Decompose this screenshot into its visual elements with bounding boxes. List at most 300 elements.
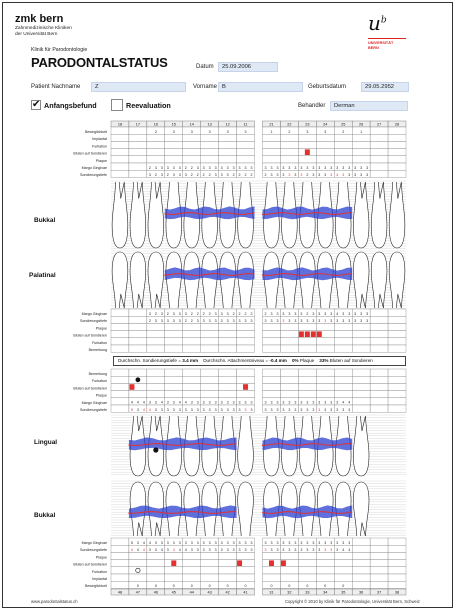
- footer-right: Copyright © 2010 by Klinik für Parodontologie, Universität Bern, Schweiz: [285, 599, 420, 604]
- grid-cell: [352, 323, 370, 330]
- grid-cell: [388, 376, 406, 383]
- mobility-value: 3: [208, 129, 211, 134]
- grid-cell: [316, 369, 334, 376]
- tooth-outline: [112, 252, 128, 308]
- grid-cell: [219, 345, 237, 352]
- grid-cell: [183, 383, 201, 390]
- upper.rows_top-row-label: Bluten auf Sondieren: [73, 151, 107, 156]
- grid-cell: [219, 383, 237, 390]
- grid-cell: [219, 369, 237, 376]
- tooth-number: 41: [243, 590, 248, 595]
- tooth-outline: [220, 252, 236, 308]
- tooth-number: 32: [287, 590, 292, 595]
- probing-value: 3: [250, 165, 253, 170]
- grid-cell: [237, 323, 255, 330]
- grid-cell: [111, 581, 129, 588]
- probing-value: 4: [178, 400, 181, 405]
- probing-value: 3: [354, 311, 357, 316]
- probing-value: 3: [300, 548, 303, 552]
- probing-value: 3: [190, 407, 193, 412]
- grid-cell: [111, 338, 129, 345]
- probing-value: 3: [270, 311, 273, 316]
- probing-value: 3: [324, 173, 327, 177]
- grid-cell: [370, 323, 388, 330]
- probing-value: 3: [136, 540, 139, 545]
- grid-cell: [111, 574, 129, 581]
- probing-value: 2: [202, 311, 205, 316]
- grid-cell: [370, 376, 388, 383]
- probing-value: 3: [160, 540, 163, 545]
- datum-field[interactable]: 25.09.2006: [218, 62, 278, 72]
- grid-cell: [298, 369, 316, 376]
- grid-cell: [219, 574, 237, 581]
- probing-value: 3: [178, 165, 181, 170]
- grid-cell: [201, 567, 219, 574]
- probing-value: 3: [300, 540, 303, 545]
- vorname-field[interactable]: B: [218, 82, 303, 92]
- mobility-value: 0: [208, 584, 211, 588]
- probing-value: 2: [232, 173, 235, 177]
- probing-value: 4: [342, 548, 345, 552]
- probing-value: 3: [294, 165, 297, 170]
- grid-cell: [237, 567, 255, 574]
- probing-value: 3: [148, 311, 151, 316]
- probing-value: 3: [312, 407, 315, 412]
- probing-value: 3: [294, 173, 297, 177]
- furcation-mark: [136, 377, 141, 382]
- grid-cell: [111, 316, 129, 323]
- probing-value: 3: [184, 407, 187, 412]
- grid-cell: [316, 567, 334, 574]
- probing-value: 3: [282, 407, 285, 412]
- grid-cell: [388, 149, 406, 156]
- probing-value: 3: [238, 319, 241, 323]
- grid-cell: [237, 345, 255, 352]
- probing-value: 3: [294, 540, 297, 545]
- probing-value: 3: [312, 540, 315, 545]
- grid-cell: [370, 309, 388, 316]
- probing-value: 3: [270, 407, 273, 412]
- probing-value: 3: [288, 548, 291, 552]
- probing-value: 3: [232, 400, 235, 405]
- behandler-field[interactable]: Derman: [330, 101, 408, 111]
- grid-cell: [237, 391, 255, 398]
- upper.rows_bottom-row-label: Sondierungstiefe: [80, 319, 107, 324]
- tooth-number: 27: [376, 122, 382, 127]
- probing-value: 3: [160, 407, 163, 412]
- probing-value: 3: [214, 407, 217, 412]
- probing-value: 2: [202, 173, 205, 177]
- grid-cell: [111, 552, 129, 559]
- probing-value: 3: [300, 400, 303, 405]
- mobility-value: 3: [172, 129, 175, 134]
- grid-cell: [334, 552, 352, 559]
- grid-cell: [219, 331, 237, 338]
- probing-value: 4: [348, 400, 351, 405]
- mobility-value: 0: [190, 584, 193, 588]
- tooth-outline: [317, 252, 333, 308]
- probing-value: 2: [196, 311, 199, 316]
- probing-value: 3: [360, 165, 363, 170]
- grid-cell: [129, 141, 147, 148]
- probing-value: 3: [202, 319, 205, 323]
- probing-value: 3: [264, 407, 267, 412]
- probing-value: 3: [282, 548, 285, 552]
- logo-title: zmk bern: [15, 13, 64, 25]
- grid-cell: [352, 567, 370, 574]
- probing-value: 3: [160, 165, 163, 170]
- lower-table: [73, 369, 406, 595]
- grid-cell: [111, 170, 129, 177]
- probing-value: 3: [166, 540, 169, 545]
- probing-value: 4: [148, 407, 151, 412]
- grid-cell: [334, 383, 352, 390]
- probing-value: 2: [166, 173, 169, 177]
- probing-value: 3: [220, 548, 223, 552]
- probing-value: 4: [130, 400, 133, 405]
- probing-value: 4: [142, 407, 145, 412]
- probing-value: 3: [250, 407, 253, 412]
- probing-value: 3: [306, 548, 309, 552]
- grid-cell: [263, 383, 281, 390]
- bleeding-mark: [305, 149, 310, 155]
- probing-value: 3: [208, 400, 211, 405]
- probing-value: 3: [330, 165, 333, 170]
- probing-value: 3: [136, 407, 139, 412]
- grid-cell: [316, 323, 334, 330]
- grid-cell: [147, 560, 165, 567]
- grid-cell: [316, 574, 334, 581]
- grid-cell: [298, 567, 316, 574]
- grid-cell: [201, 331, 219, 338]
- probing-value: 3: [190, 540, 193, 545]
- grid-cell: [183, 560, 201, 567]
- tooth-number: 37: [376, 590, 382, 595]
- probing-value: 3: [160, 173, 163, 177]
- grid-cell: [111, 156, 129, 163]
- probing-value: 3: [208, 407, 211, 412]
- grid-cell: [370, 552, 388, 559]
- probing-value: 3: [196, 319, 199, 323]
- grid-cell: [219, 149, 237, 156]
- probing-value: 2: [238, 311, 241, 316]
- lower.rows_bottom-row-label: Implantat: [92, 577, 107, 581]
- grid-cell: [165, 331, 183, 338]
- grid-cell: [298, 134, 316, 141]
- grid-cell: [334, 560, 352, 567]
- grid-cell: [316, 391, 334, 398]
- grid-cell: [219, 560, 237, 567]
- probing-value: 3: [360, 319, 363, 323]
- tooth-outline: [166, 252, 182, 308]
- tooth-number: 11: [243, 122, 248, 127]
- probing-value: 3: [270, 173, 273, 177]
- probing-value: 2: [190, 319, 193, 323]
- probing-value: 3: [202, 165, 205, 170]
- probing-value: 2: [148, 165, 151, 170]
- probing-value: 3: [276, 173, 279, 177]
- probing-value: 2: [190, 173, 193, 177]
- grid-cell: [298, 338, 316, 345]
- grid-cell: [334, 369, 352, 376]
- probing-value: 3: [276, 165, 279, 170]
- probing-value: 2: [184, 319, 187, 323]
- grid-cell: [201, 376, 219, 383]
- grid-cell: [388, 383, 406, 390]
- bleeding-mark: [129, 384, 134, 390]
- probing-value: 3: [208, 548, 211, 552]
- page-title: PARODONTALSTATUS: [31, 55, 168, 70]
- grid-cell: [388, 338, 406, 345]
- grid-cell: [352, 156, 370, 163]
- grid-cell: [165, 552, 183, 559]
- grid-cell: [111, 545, 129, 552]
- grid-cell: [201, 560, 219, 567]
- probing-value: 3: [250, 400, 253, 405]
- grid-cell: [334, 149, 352, 156]
- grid-cell: [111, 383, 129, 390]
- grid-cell: [183, 391, 201, 398]
- grid-cell: [219, 376, 237, 383]
- probing-value: 3: [330, 540, 333, 545]
- probing-value: 3: [312, 548, 315, 552]
- grid-cell: [219, 391, 237, 398]
- grid-cell: [280, 149, 298, 156]
- upper.rows_top-row-label: Implantat: [92, 137, 107, 142]
- probing-value: 3: [250, 548, 253, 552]
- mobility-value: 0: [136, 584, 139, 588]
- grid-cell: [111, 309, 129, 316]
- probing-value: 3: [306, 407, 309, 412]
- grid-cell: [129, 574, 147, 581]
- grid-cell: [165, 141, 183, 148]
- probing-value: 3: [318, 407, 321, 412]
- grid-cell: [129, 127, 147, 134]
- grid-cell: [370, 156, 388, 163]
- probing-value: 3: [288, 311, 291, 316]
- probing-value: 3: [330, 311, 333, 316]
- probing-value: 3: [232, 407, 235, 412]
- summary-bar: Durchschn. Sondierungstiefe = 3.4 mm Durchschn. Attachmentniveau = -0.4 mm 0% Plaque 33% Bluten auf Sondieren: [113, 356, 406, 366]
- upper.rows_top-row-label: Beweglichkeit: [85, 130, 107, 134]
- probing-value: 3: [318, 540, 321, 545]
- probing-value: 3: [238, 165, 241, 170]
- lower.rows_top-row-label: Furkation: [92, 379, 107, 384]
- grid-cell: [298, 345, 316, 352]
- probing-value: 3: [312, 311, 315, 316]
- grid-cell: [219, 156, 237, 163]
- grid-cell: [388, 345, 406, 352]
- upper.rows_bottom-row-label: Bluten auf Sondieren: [73, 333, 107, 338]
- grid-cell: [147, 134, 165, 141]
- probing-value: 3: [348, 165, 351, 170]
- lower.rows_bottom-row-label: Bluten auf Sondieren: [73, 562, 107, 567]
- vorname-label: Vorname: [193, 84, 218, 90]
- probing-value: 3: [342, 407, 345, 412]
- probing-value: 3: [226, 311, 229, 316]
- grid-cell: [147, 338, 165, 345]
- probing-value: 3: [244, 319, 247, 323]
- bleeding-mark: [243, 384, 248, 390]
- grid-cell: [263, 156, 281, 163]
- probing-value: 3: [282, 400, 285, 405]
- probing-value: 3: [154, 400, 157, 405]
- grid-cell: [334, 391, 352, 398]
- grid-cell: [111, 405, 129, 412]
- probing-value: 3: [214, 165, 217, 170]
- grid-cell: [316, 376, 334, 383]
- tooth-outline: [148, 182, 164, 248]
- probing-value: 3: [348, 311, 351, 316]
- grid-cell: [201, 552, 219, 559]
- probing-value: 3: [208, 540, 211, 545]
- grid-cell: [352, 383, 370, 390]
- tooth-number: 14: [189, 122, 194, 127]
- nachname-field[interactable]: Z: [91, 82, 186, 92]
- grid-cell: [201, 369, 219, 376]
- probing-value: 3: [220, 173, 223, 177]
- probing-value: 3: [214, 548, 217, 552]
- grid-cell: [370, 345, 388, 352]
- tooth-outline: [238, 416, 254, 476]
- unibe-logo: $u^b$: [368, 11, 387, 35]
- grid-cell: [352, 538, 370, 545]
- bleeding-mark: [305, 331, 310, 337]
- grid-cell: [388, 369, 406, 376]
- grid-cell: [352, 149, 370, 156]
- grid-cell: [370, 141, 388, 148]
- probing-value: 3: [202, 407, 205, 412]
- grid-cell: [352, 398, 370, 405]
- grid-cell: [237, 134, 255, 141]
- grid-cell: [388, 134, 406, 141]
- grid-cell: [165, 574, 183, 581]
- tooth-outline: [335, 252, 351, 308]
- grid-cell: [316, 141, 334, 148]
- grid-cell: [370, 567, 388, 574]
- grid-cell: [280, 141, 298, 148]
- grid-cell: [165, 369, 183, 376]
- probing-value: 3: [306, 400, 309, 405]
- grid-cell: [263, 376, 281, 383]
- grid-cell: [352, 338, 370, 345]
- probing-value: 3: [172, 548, 175, 552]
- bleeding-mark: [299, 331, 304, 337]
- grid-cell: [219, 567, 237, 574]
- grid-cell: [280, 383, 298, 390]
- probing-value: 3: [360, 311, 363, 316]
- logo-sub1: Zahnmedizinische Kliniken: [15, 26, 72, 31]
- tooth-outline: [371, 182, 387, 248]
- grid-cell: [388, 545, 406, 552]
- probing-value: 3: [172, 407, 175, 412]
- grid-cell: [183, 567, 201, 574]
- upper.rows_bottom-row-label: Margo Gingivae: [81, 312, 107, 316]
- probing-value: 3: [288, 400, 291, 405]
- probing-value: 3: [276, 407, 279, 412]
- probing-value: 3: [202, 540, 205, 545]
- grid-cell: [298, 323, 316, 330]
- tooth-outline: [353, 252, 369, 308]
- grid-cell: [129, 309, 147, 316]
- grid-cell: [219, 552, 237, 559]
- probing-value: 3: [330, 173, 333, 177]
- grid-cell: [165, 134, 183, 141]
- probing-value: 3: [244, 540, 247, 545]
- probing-value: 3: [226, 165, 229, 170]
- grid-cell: [370, 383, 388, 390]
- probing-value: 3: [220, 407, 223, 412]
- probing-value: 3: [288, 165, 291, 170]
- probing-value: 3: [348, 319, 351, 323]
- probing-value: 3: [178, 311, 181, 316]
- probing-value: 3: [166, 407, 169, 412]
- probing-value: 3: [318, 173, 321, 177]
- grid-cell: [111, 376, 129, 383]
- grid-cell: [388, 391, 406, 398]
- tooth-number: 21: [269, 122, 274, 127]
- probing-value: 3: [330, 400, 333, 405]
- grid-cell: [352, 345, 370, 352]
- mobility-value: 3: [226, 129, 229, 134]
- grid-cell: [147, 574, 165, 581]
- probing-value: 3: [238, 540, 241, 545]
- tooth-number: 28: [394, 122, 400, 127]
- grid-cell: [263, 331, 281, 338]
- grid-cell: [370, 338, 388, 345]
- grid-cell: [147, 345, 165, 352]
- grid-cell: [219, 323, 237, 330]
- geburtsdatum-field[interactable]: 29.05.2952: [361, 82, 409, 92]
- probing-value: 3: [214, 173, 217, 177]
- grid-cell: [263, 141, 281, 148]
- lower.rows_bottom-row-label: Beweglichkeit: [85, 584, 107, 589]
- probing-value: 3: [276, 400, 279, 405]
- grid-cell: [201, 156, 219, 163]
- probing-value: 3: [172, 311, 175, 316]
- grid-cell: [183, 574, 201, 581]
- mobility-value: 0: [244, 584, 247, 588]
- probing-value: 4: [142, 540, 145, 545]
- lower.rows_top-row-label: Plaque: [95, 393, 107, 398]
- grid-cell: [201, 345, 219, 352]
- grid-cell: [388, 309, 406, 316]
- anfangsbefund-checkbox[interactable]: ✔: [32, 99, 41, 110]
- tooth-outline: [130, 182, 146, 248]
- grid-cell: [388, 538, 406, 545]
- probing-value: 3: [306, 165, 309, 170]
- grid-cell: [334, 338, 352, 345]
- probing-value: 3: [178, 173, 181, 177]
- mobility-value: 1: [270, 129, 273, 134]
- probing-value: 3: [172, 540, 175, 545]
- probing-value: 4: [136, 400, 139, 405]
- probing-value: 3: [300, 319, 303, 323]
- probing-value: 3: [154, 407, 157, 412]
- upper.rows_bottom-row-label: Bemerkung: [88, 348, 107, 352]
- grid-cell: [352, 369, 370, 376]
- probing-value: 3: [324, 311, 327, 316]
- probing-value: 3: [148, 400, 151, 405]
- lower.rows_top-row-label: Sondierungstiefe: [80, 408, 107, 412]
- probing-value: 3: [154, 548, 157, 552]
- tooth-outline: [389, 182, 405, 248]
- grid-cell: [298, 391, 316, 398]
- probing-value: 3: [312, 400, 315, 405]
- probing-value: 4: [184, 400, 187, 405]
- grid-cell: [183, 141, 201, 148]
- probing-value: 3: [288, 173, 291, 177]
